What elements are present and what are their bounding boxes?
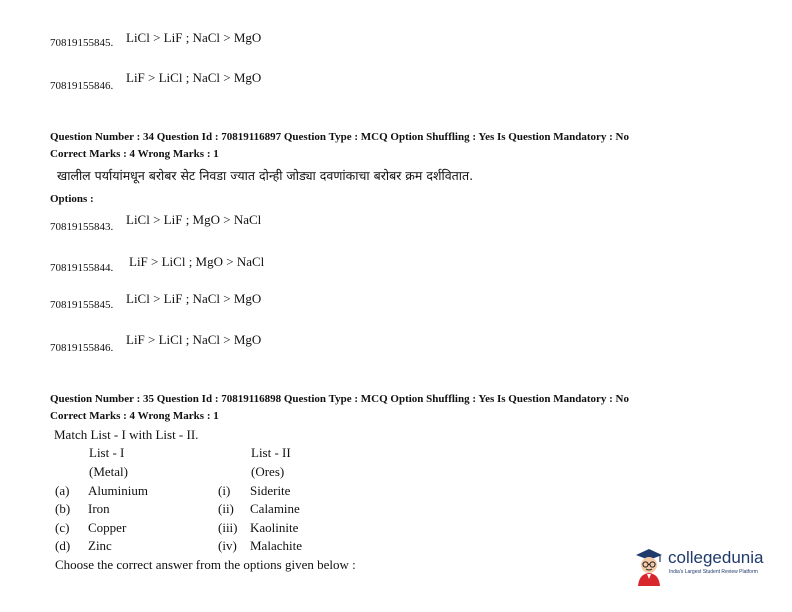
list2-marker: (i) [218,483,231,498]
option-id: 70819155846. [50,342,114,354]
option-id: 70819155843. [50,221,114,233]
list1-subheading: (Metal) [89,464,128,479]
question-header: Question Number : 35 Question Id : 70819116898 Question Type : MCQ Option Shuffling : Yes Is Question Mandatory : No [50,393,629,405]
question-marks: Correct Marks : 4 Wrong Marks : 1 [50,148,219,160]
list2-marker: (iv) [218,538,237,553]
question-header: Question Number : 34 Question Id : 70819116897 Question Type : MCQ Option Shuffling : Yes Is Question Mandatory : No [50,131,629,143]
option-text: LiCl > LiF ; NaCl > MgO [126,291,262,306]
list1-marker: (a) [55,483,70,498]
list1-marker: (d) [55,538,71,553]
list2-marker: (iii) [218,520,238,535]
list2-heading: List - II [251,445,291,460]
option-text: LiF > LiCl ; NaCl > MgO [126,332,262,347]
list1-item: Copper [88,520,127,535]
option-id: 70819155844. [50,262,114,274]
logo-tagline: India's Largest Student Review Platform [669,569,758,575]
option-text: LiF > LiCl ; NaCl > MgO [126,70,262,85]
option-text: LiF > LiCl ; MgO > NaCl [129,254,265,269]
question-text: खालील पर्यायांमधून बरोबर सेट निवडा ज्यात दोन्ही जोड्या दवणांकाचा बरोबर क्रम दर्शवितात. [57,168,474,183]
list1-heading: List - I [89,445,125,460]
list1-item: Iron [88,501,110,516]
list1-marker: (b) [55,501,71,516]
option-id: 70819155845. [50,37,114,49]
list1-item: Zinc [88,538,112,553]
student-mascot-icon [632,546,666,586]
list2-subheading: (Ores) [251,464,285,479]
list2-marker: (ii) [218,501,234,516]
collegedunia-logo [632,546,782,586]
option-id: 70819155846. [50,80,114,92]
option-text: LiCl > LiF ; MgO > NaCl [126,212,262,227]
list2-item: Siderite [250,483,291,498]
list2-item: Malachite [250,538,302,553]
option-text: LiCl > LiF ; NaCl > MgO [126,30,262,45]
list1-marker: (c) [55,520,70,535]
question-marks: Correct Marks : 4 Wrong Marks : 1 [50,410,219,422]
question-text: Match List - I with List - II. [54,427,199,442]
logo-wordmark: collegedunia [668,548,764,567]
list1-item: Aluminium [88,483,148,498]
list2-item: Calamine [250,501,300,516]
options-label: Options : [50,193,94,205]
list2-item: Kaolinite [250,520,299,535]
choose-instruction: Choose the correct answer from the options given below : [55,557,356,572]
option-id: 70819155845. [50,299,114,311]
